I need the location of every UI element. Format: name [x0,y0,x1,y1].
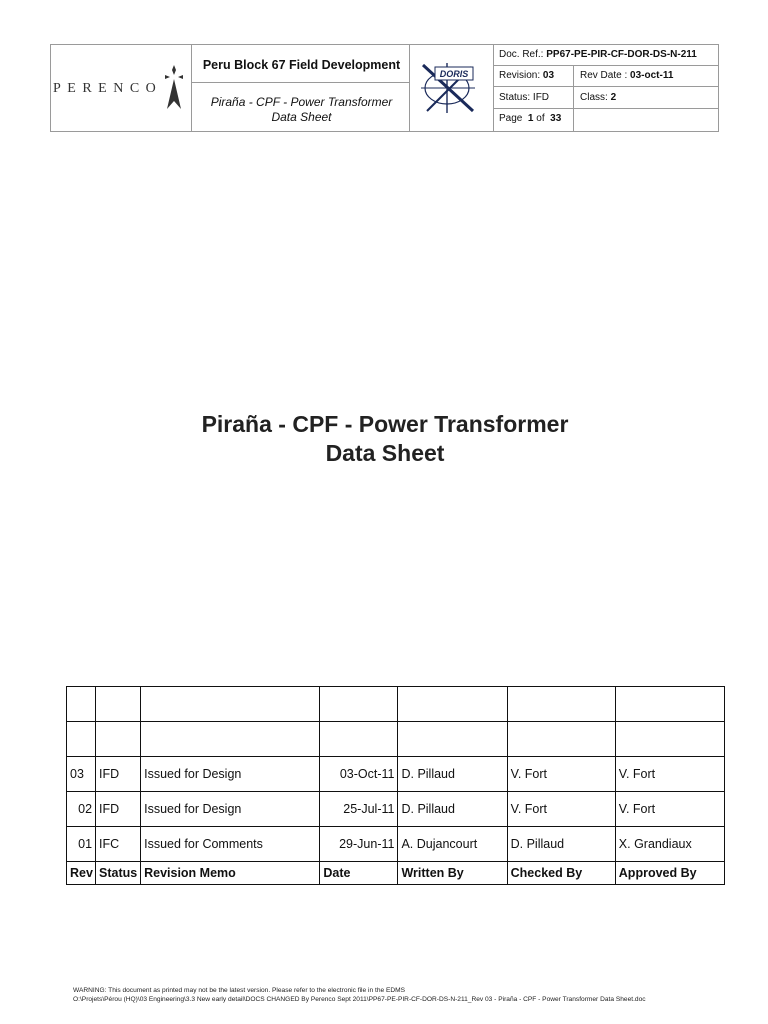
page-total: 33 [550,113,562,124]
page-of: of [536,113,545,124]
header-memo: Revision Memo [141,862,320,885]
memo-cell: Issued for Design [141,757,320,792]
table-row [67,722,725,757]
ermine-icon [163,65,185,111]
divider [409,45,410,131]
divider [493,108,719,109]
class-value: 2 [610,92,617,103]
rev-cell: 01 [67,827,96,862]
revision [499,70,554,81]
memo-cell: Issued for Comments [141,827,320,862]
checked-by-cell: V. Fort [507,792,615,827]
page-footer [73,986,646,1004]
divider [191,45,192,131]
rev-date [580,70,673,81]
written-by-cell: D. Pillaud [398,757,507,792]
header-checked-by: Checked By [507,862,615,885]
class-label: Class: [580,92,608,103]
date-cell: 29-Jun-11 [320,827,398,862]
table-row [67,827,725,862]
company-logo-text: PERENCO [53,81,163,96]
table-header-row [67,862,725,885]
doc-ref-value: PP67-PE-PIR-CF-DOR-DS-N-211 [546,49,697,60]
status [499,92,549,103]
revision-value: 03 [542,70,555,81]
footer-warning: WARNING: This document as printed may not be the latest version. Please refer to the electronic file in the EDMS [73,987,406,994]
header-written-by: Written By [398,862,507,885]
status-label: Status: [499,92,531,103]
approved-by-cell: X. Grandiaux [615,827,724,862]
header-rev: Rev [67,862,96,885]
written-by-cell: D. Pillaud [398,792,507,827]
status-cell: IFD [96,792,141,827]
rev-date-value: 03-oct-11 [630,70,674,81]
status-cell: IFD [96,757,141,792]
status-cell: IFC [96,827,141,862]
project-name: Peru Block 67 Field Development [202,58,401,72]
date-cell: 03-Oct-11 [320,757,398,792]
divider [493,65,719,66]
table-row [67,757,725,792]
page-label: Page [499,113,523,124]
page-number [499,113,561,124]
rev-cell: 03 [67,757,96,792]
written-by-cell: A. Dujancourt [398,827,507,862]
doris-logo-text: DORIS [439,69,469,79]
header-status: Status [96,862,141,885]
approved-by-cell: V. Fort [615,792,724,827]
doc-ref-label: Doc. Ref.: [499,49,544,60]
company-logo [51,45,191,131]
table-row [67,792,725,827]
divider [493,86,719,87]
checked-by-cell: V. Fort [507,757,615,792]
divider [493,45,494,131]
date-cell: 25-Jul-11 [320,792,398,827]
divider [573,65,574,131]
page-title: Piraña - CPF - Power Transformer Data Sheet [201,411,569,466]
checked-by-cell: D. Pillaud [507,827,615,862]
doris-logo [413,55,485,117]
header-date: Date [320,862,398,885]
footer-path: O:\Projets\Pérou (HQ)\03 Engineering\3.3 New early detail\DOCS CHANGED By Perenco Sept 2011\PP67-PE-PIR-CF-DOR-DS-N-211_Rev 03 - Piraña - CPF - Power Transformer Data Sheet.doc [73,996,646,1003]
status-value: IFD [532,92,550,103]
divider [191,82,409,83]
document-title: Piraña - CPF - Power Transformer Data Sheet [210,95,393,124]
revision-table [66,686,725,885]
approved-by-cell: V. Fort [615,757,724,792]
document-header [50,44,719,132]
revision-label: Revision: [499,70,541,81]
table-row [67,687,725,722]
rev-date-label: Rev Date : [580,70,628,81]
rev-cell: 02 [67,792,96,827]
doc-ref [499,49,697,60]
class [580,92,616,103]
header-approved-by: Approved By [615,862,724,885]
page-current: 1 [527,113,534,124]
memo-cell: Issued for Design [141,792,320,827]
